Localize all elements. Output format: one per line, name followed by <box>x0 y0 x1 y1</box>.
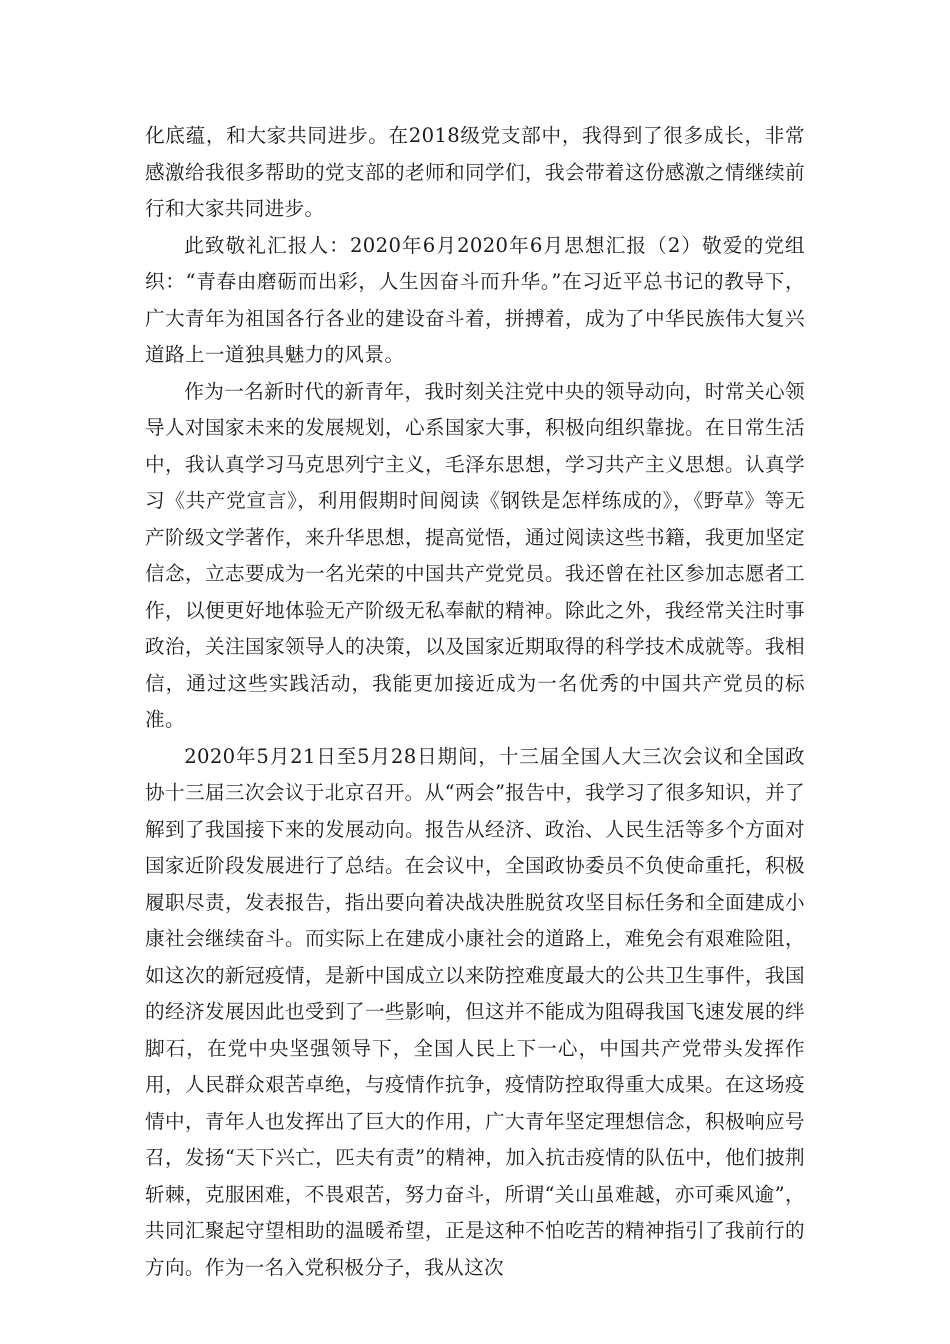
paragraph-two-sessions: 2020年5月21日至5月28日期间，十三届全国人大三次会议和全国政协十三届三次会议于北京召开。从“两会”报告中，我学习了很多知识，并了解到了我国接下来的发展动向。报告从经济、政治、人民生活等多个方面对国家近阶段发展进行了总结。在会议中，全国政协委员不负使命重托，积极履职尽责，发表报告，指出要向着决战决胜脱贫攻坚目标任务和全面建成小康社会继续奋斗。而实际上在建成小康社会的道路上，难免会有艰难险阻，如这次的新冠疫情，是新中国成立以来防控难度最大的公共卫生事件，我国的经济发展因此也受到了一些影响，但这并不能成为阻碍我国飞速发展的绊脚石，在党中央坚强领导下，全国人民上下一心，中国共产党带头发挥作用，人民群众艰苦卓绝，与疫情作抗争，疫情防控取得重大成果。在这场疫情中，青年人也发挥出了巨大的作用，广大青年坚定理想信念，积极响应号召，发扬“天下兴亡，匹夫有责”的精神，加入抗击疫情的队伍中，他们披荆斩棘，克服困难，不畏艰苦，努力奋斗，所谓“关山虽难越，亦可乘风逾”，共同汇聚起守望相助的温暖希望，正是这种不怕吃苦的精神指引了我前行的方向。作为一名入党积极分子，我从这次 <box>145 744 805 1279</box>
paragraph-report-opening: 此致敬礼汇报人：2020年6月2020年6月思想汇报（2）敬爱的党组织：“青春由磨砺而出彩，人生因奋斗而升华。”在习近平总书记的教导下，广大青年为祖国各行各业的建设奋斗着，拼搏着，成为了中华民族伟大复兴道路上一道独具魅力的风景。 <box>145 233 805 366</box>
paragraph-personal-study: 作为一名新时代的新青年，我时刻关注党中央的领导动向，时常关心领导人对国家未来的发展规划，心系国家大事，积极向组织靠拢。在日常生活中，我认真学习马克思列宁主义，毛泽东思想，学习共产主义思想。认真学习《共产党宣言》，利用假期时间阅读《钢铁是怎样练成的》，《野草》等无产阶级文学著作，来升华思想，提高觉悟，通过阅读这些书籍，我更加坚定信念，立志要成为一名光荣的中国共产党党员。我还曾在社区参加志愿者工作，以便更好地体验无产阶级无私奉献的精神。除此之外，我经常关注时事政治，关注国家领导人的决策，以及国家近期取得的科学技术成就等。我相信，通过这些实践活动，我能更加接近成为一名优秀的中国共产党员的标准。 <box>145 379 805 731</box>
body-text <box>145 118 805 1286</box>
paragraph-continuation: 化底蕴，和大家共同进步。在2018级党支部中，我得到了很多成长，非常感激给我很多帮助的党支部的老师和同学们，我会带着这份感激之情继续前行和大家共同进步。 <box>145 124 805 220</box>
